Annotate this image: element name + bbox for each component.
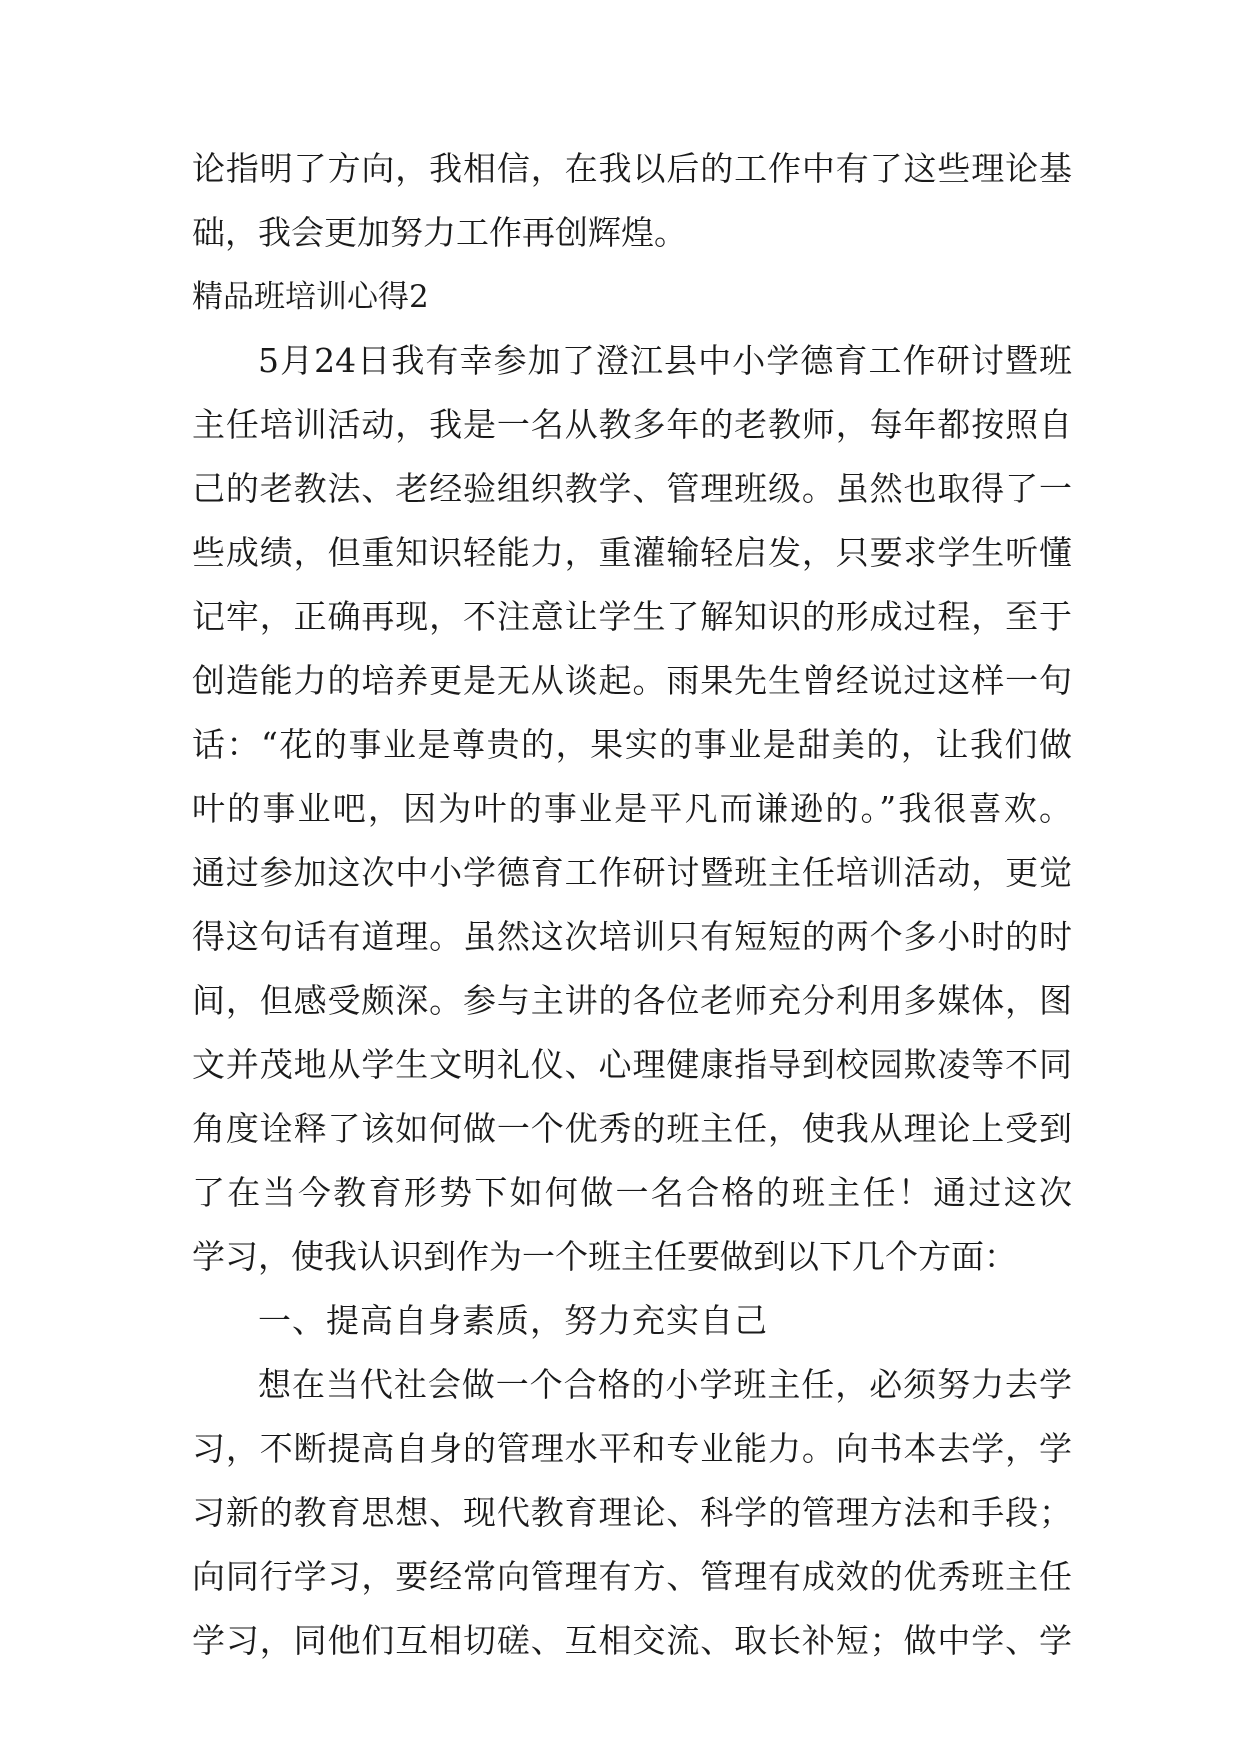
paragraph1-line-9: 通过参加这次中小学德育工作研讨暨班主任培训活动，更觉	[192, 853, 1072, 892]
paragraph1-line-14: 了在当今教育形势下如何做一名合格的班主任！通过这次	[192, 1173, 1072, 1212]
paragraph1-line-12: 文并茂地从学生文明礼仪、心理健康指导到校园欺凌等不同	[192, 1045, 1072, 1084]
paragraph2-line-4: 向同行学习，要经常向管理有方、管理有成效的优秀班主任	[192, 1557, 1072, 1596]
paragraph2-line-1: 想在当代社会做一个合格的小学班主任，必须努力去学	[258, 1365, 1072, 1404]
paragraph2-line-5: 学习，同他们互相切磋、互相交流、取长补短；做中学、学	[192, 1621, 1072, 1660]
paragraph2-line-3: 习新的教育思想、现代教育理论、科学的管理方法和手段；	[192, 1493, 1072, 1532]
intro-line-2: 础，我会更加努力工作再创辉煌。	[192, 213, 687, 252]
paragraph1-line-2: 主任培训活动，我是一名从教多年的老教师，每年都按照自	[192, 405, 1072, 444]
section-title: 精品班培训心得2	[192, 279, 429, 315]
paragraph1-line-1: 5月24日我有幸参加了澄江县中小学德育工作研讨暨班	[258, 341, 1072, 380]
paragraph1-line-7: 话：“花的事业是尊贵的，果实的事业是甜美的，让我们做	[192, 725, 1072, 764]
paragraph1-line-10: 得这句话有道理。虽然这次培训只有短短的两个多小时的时	[192, 917, 1072, 956]
paragraph1-line-15: 学习，使我认识到作为一个班主任要做到以下几个方面：	[192, 1237, 1017, 1276]
paragraph2-line-2: 习，不断提高自身的管理水平和专业能力。向书本去学，学	[192, 1429, 1072, 1468]
paragraph1-line-13: 角度诠释了该如何做一个优秀的班主任，使我从理论上受到	[192, 1109, 1072, 1148]
paragraph1-line-3: 己的老教法、老经验组织教学、管理班级。虽然也取得了一	[192, 469, 1072, 508]
paragraph1-line-4: 些成绩，但重知识轻能力，重灌输轻启发，只要求学生听懂	[192, 533, 1072, 572]
paragraph1-line-5: 记牢，正确再现，不注意让学生了解知识的形成过程，至于	[192, 597, 1072, 636]
paragraph1-line-6: 创造能力的培养更是无从谈起。雨果先生曾经说过这样一句	[192, 661, 1072, 700]
paragraph1-line-11: 间，但感受颇深。参与主讲的各位老师充分利用多媒体，图	[192, 981, 1072, 1020]
paragraph1-line-8: 叶的事业吧，因为叶的事业是平凡而谦逊的。”我很喜欢。	[192, 789, 1072, 828]
point1-heading: 一、提高自身素质，努力充实自己	[258, 1301, 768, 1340]
intro-line-1: 论指明了方向，我相信，在我以后的工作中有了这些理论基	[192, 149, 1072, 188]
